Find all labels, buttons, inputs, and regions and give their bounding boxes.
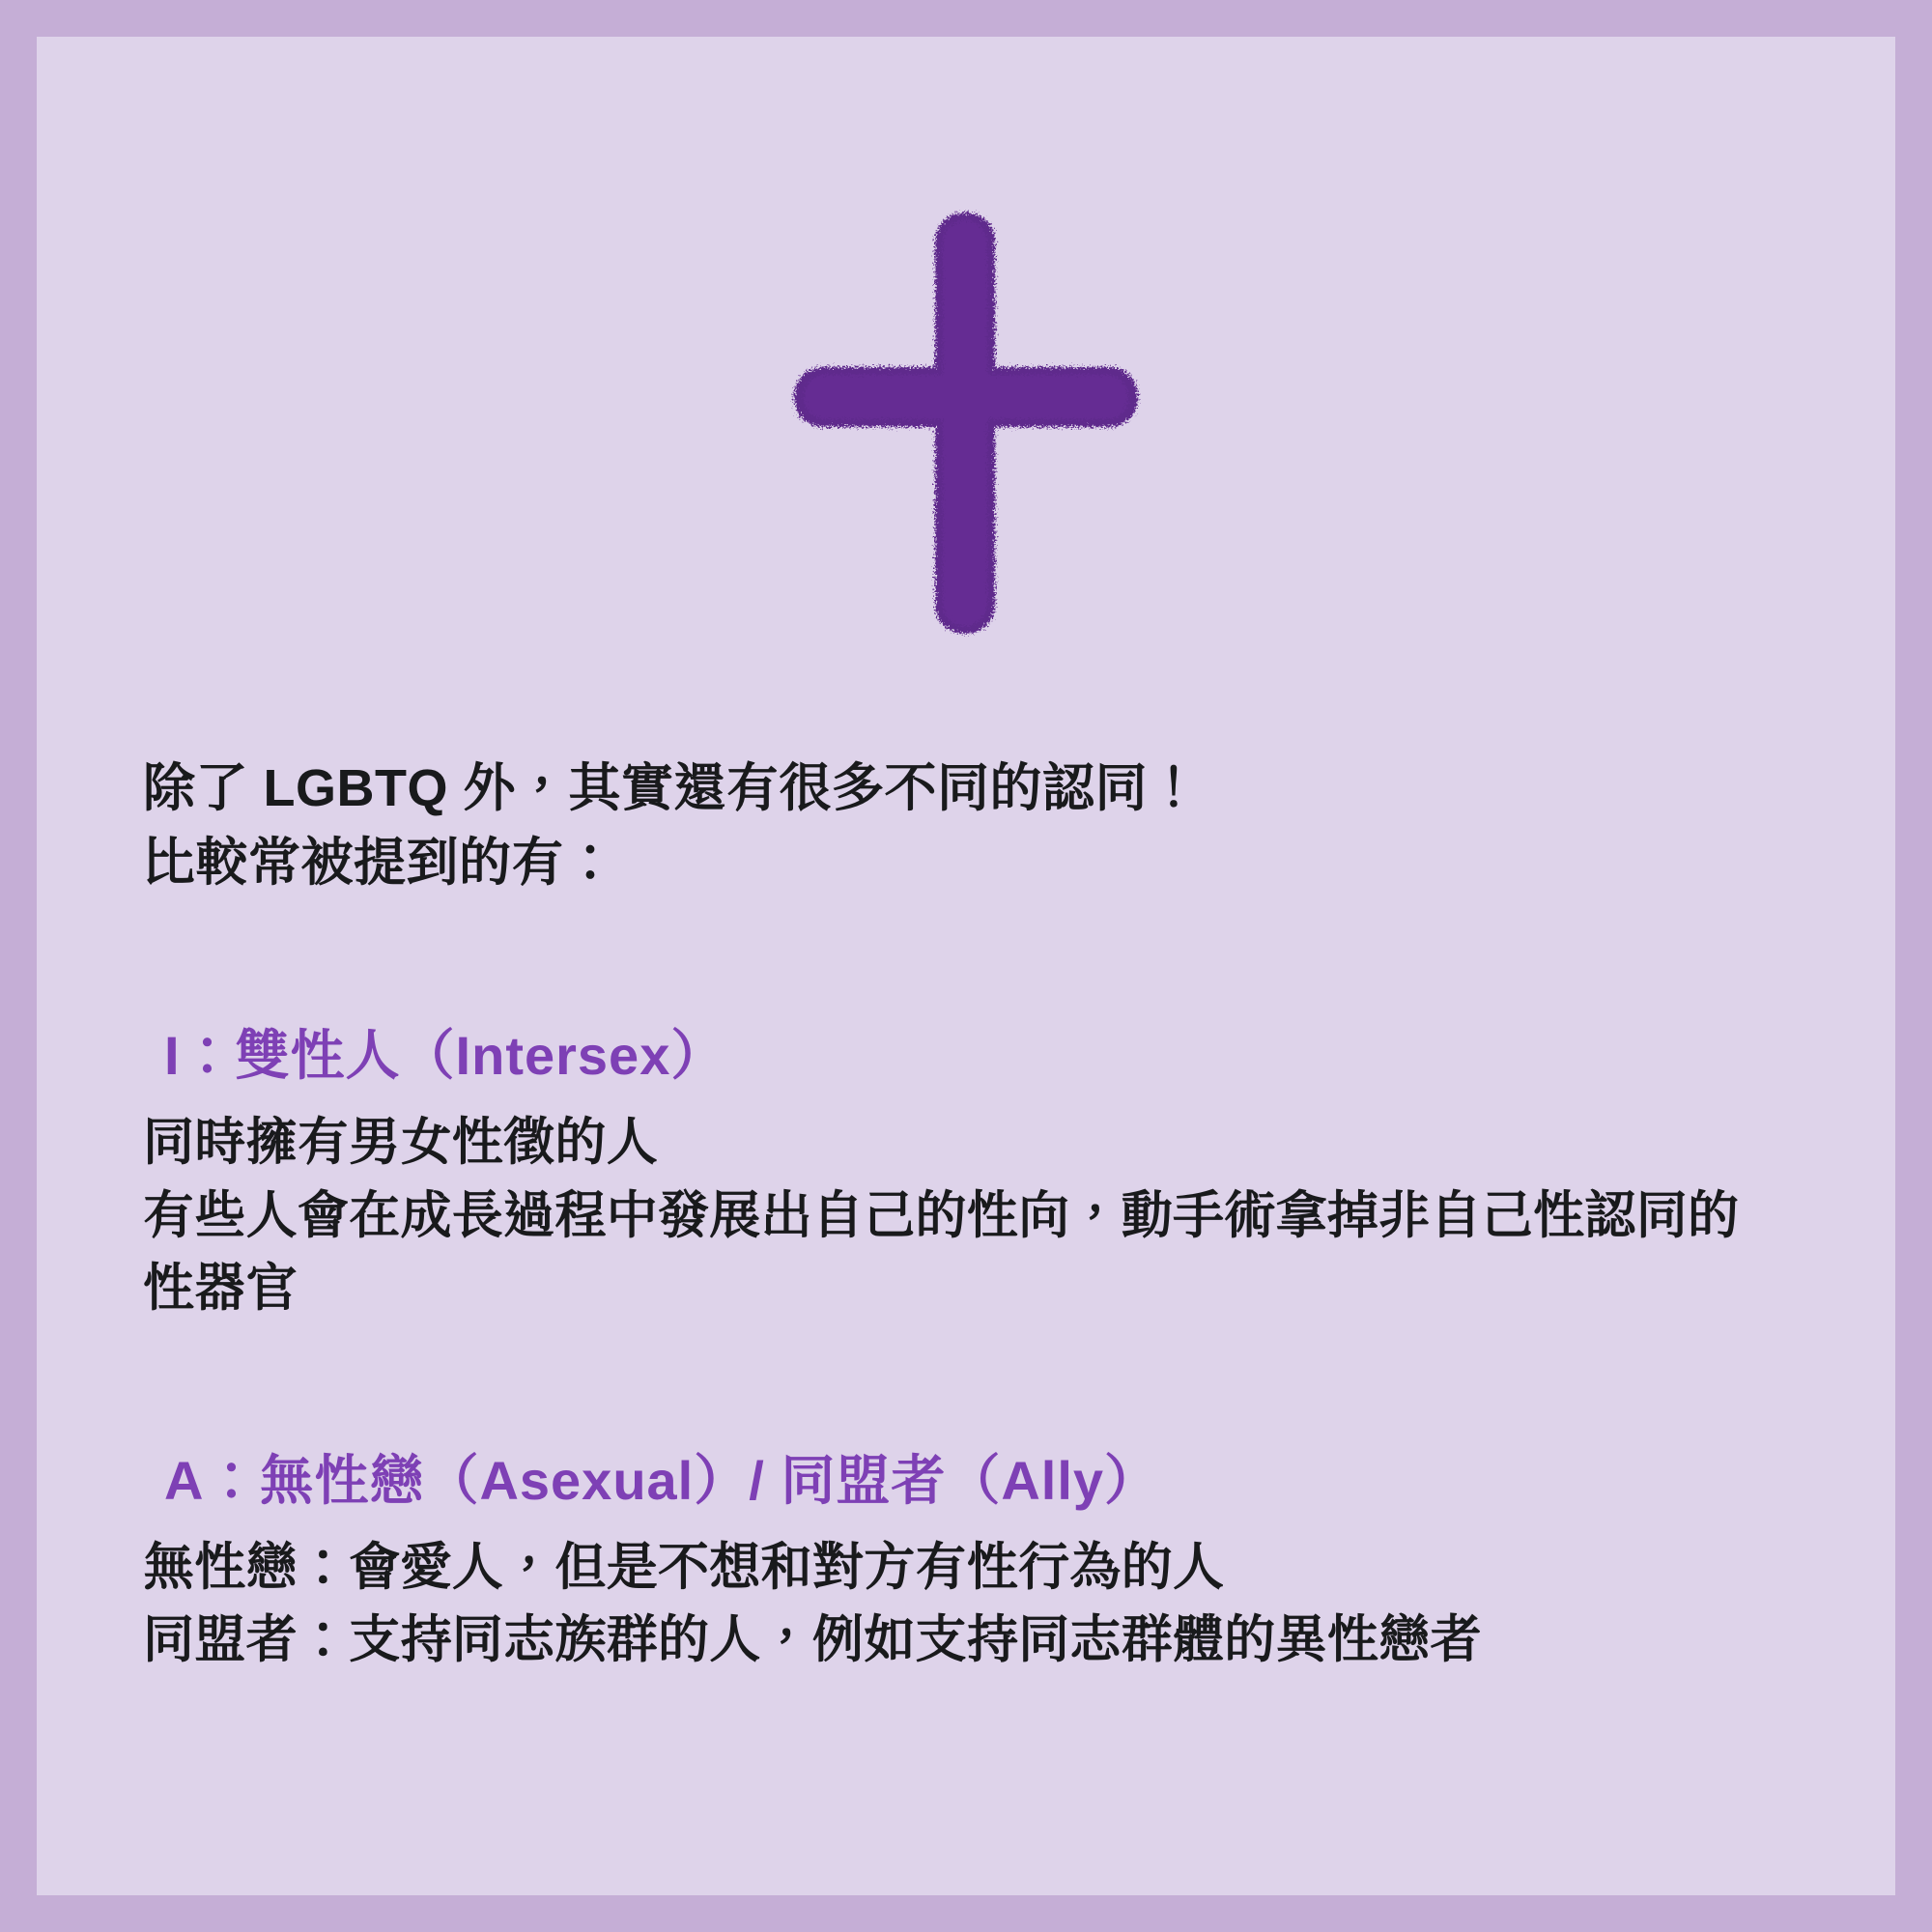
section-asexual-ally-body-line-2: 同盟者：支持同志族群的人，例如支持同志群體的異性戀者 xyxy=(143,1611,1482,1669)
section-asexual-ally-body xyxy=(143,1531,1785,1677)
content-area xyxy=(143,752,1785,1677)
section-intersex-body-line-2: 有些人會在成長過程中發展出自己的性向，動手術拿掉非自己性認同的性器官 xyxy=(143,1186,1740,1317)
section-asexual-ally-body-line-1: 無性戀：會愛人，但是不想和對方有性行為的人 xyxy=(143,1539,1225,1597)
intro-line-1: 除了 LGBTQ 外，其實還有很多不同的認同！ xyxy=(143,759,1201,817)
plus-cross-symbol-icon xyxy=(773,201,1159,645)
symbol-area xyxy=(37,182,1895,665)
section-intersex-body xyxy=(143,1106,1785,1324)
section-intersex-body-line-1: 同時擁有男女性徵的人 xyxy=(143,1114,658,1172)
intro-line-2: 比較常被提到的有： xyxy=(143,833,617,892)
info-card xyxy=(37,37,1895,1895)
section-asexual-ally xyxy=(143,1438,1785,1677)
section-intersex xyxy=(143,1013,1785,1324)
section-asexual-ally-heading: A：無性戀（Asexual）/ 同盟者（Ally） xyxy=(164,1450,1160,1512)
intro-paragraph xyxy=(143,752,1785,899)
section-intersex-heading: I：雙性人（Intersex） xyxy=(164,1025,726,1087)
